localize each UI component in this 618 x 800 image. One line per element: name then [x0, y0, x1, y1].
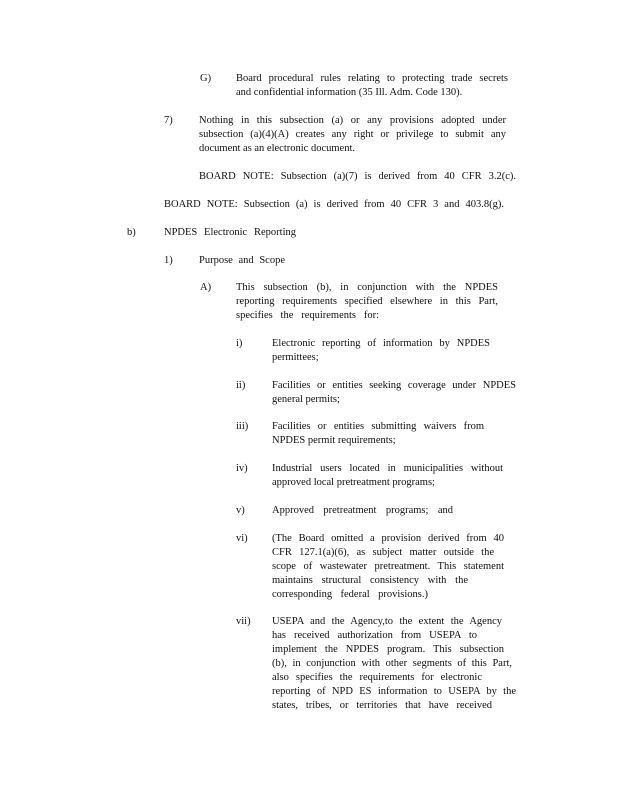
- list-item-line: corresponding federal provisions.): [272, 589, 428, 600]
- item-1-title: Purpose and Scope: [199, 255, 285, 266]
- list-item-label: i): [236, 338, 243, 349]
- item-7-line: Nothing in this subsection (a) or any provisions adopted under: [199, 115, 506, 126]
- item-7-line: document as an electronic document.: [199, 143, 355, 154]
- board-note-a: BOARD NOTE: Subsection (a) is derived from 40 CFR 3 and 403.8(g).: [164, 199, 504, 210]
- item-g-label: G): [200, 73, 212, 84]
- list-item-line: scope of wastewater pretreatment. This statement: [272, 561, 504, 572]
- list-item-line: approved local pretreatment programs;: [272, 477, 435, 488]
- list-item-line: USEPA and the Agency,to the extent the Agency: [272, 616, 502, 627]
- list-item-label: v): [236, 505, 245, 516]
- list-item-label: vii): [236, 616, 251, 627]
- item-g-line: Board procedural rules relating to protecting trade secrets: [236, 73, 508, 84]
- list-item-line: implement the NPDES program. This subsection: [272, 644, 504, 655]
- list-item-line: also specifies the requirements for electronic: [272, 672, 482, 683]
- list-item-line: Electronic reporting of information by NPDES: [272, 338, 490, 349]
- list-item-label: ii): [236, 380, 246, 391]
- list-item-line: (The Board omitted a provision derived from 40: [272, 533, 504, 544]
- list-item-line: reporting of NPD ES information to USEPA by the: [272, 686, 516, 697]
- item-a-line: This subsection (b), in conjunction with the NPDES: [236, 282, 498, 293]
- item-a-line: reporting requirements specified elsewhere in this Part,: [236, 296, 498, 307]
- section-b-label: b): [127, 227, 136, 238]
- list-item-line: Facilities or entities seeking coverage under NPDES: [272, 380, 516, 391]
- item-a-line: specifies the requirements for:: [236, 310, 379, 321]
- item-7-line: subsection (a)(4)(A) creates any right or privilege to submit any: [199, 129, 506, 140]
- list-item-line: (b), in conjunction with other segments of this Part,: [272, 658, 512, 669]
- list-item-line: Industrial users located in municipalities without: [272, 463, 503, 474]
- list-item-label: iv): [236, 463, 248, 474]
- list-item-line: Approved pretreatment programs; and: [272, 505, 453, 516]
- list-item-line: has received authorization from USEPA to: [272, 630, 477, 641]
- list-item-line: maintains structural consistency with the: [272, 575, 468, 586]
- list-item-line: NPDES permit requirements;: [272, 435, 396, 446]
- item-a-label: A): [200, 282, 212, 293]
- list-item-label: vi): [236, 533, 248, 544]
- item-g-line: and confidential information (35 Ill. Adm. Code 130).: [236, 87, 463, 98]
- list-item-line: permittees;: [272, 352, 319, 363]
- list-item-line: Facilities or entities submitting waivers from: [272, 421, 484, 432]
- list-item-line: states, tribes, or territories that have received: [272, 700, 492, 711]
- section-b-title: NPDES Electronic Reporting: [164, 227, 296, 238]
- list-item-line: CFR 127.1(a)(6), as subject matter outside the: [272, 547, 494, 558]
- board-note-7: BOARD NOTE: Subsection (a)(7) is derived from 40 CFR 3.2(c).: [199, 171, 516, 182]
- item-1-label: 1): [164, 255, 173, 266]
- item-7-label: 7): [164, 115, 173, 126]
- list-item-line: general permits;: [272, 394, 340, 405]
- list-item-label: iii): [236, 421, 249, 432]
